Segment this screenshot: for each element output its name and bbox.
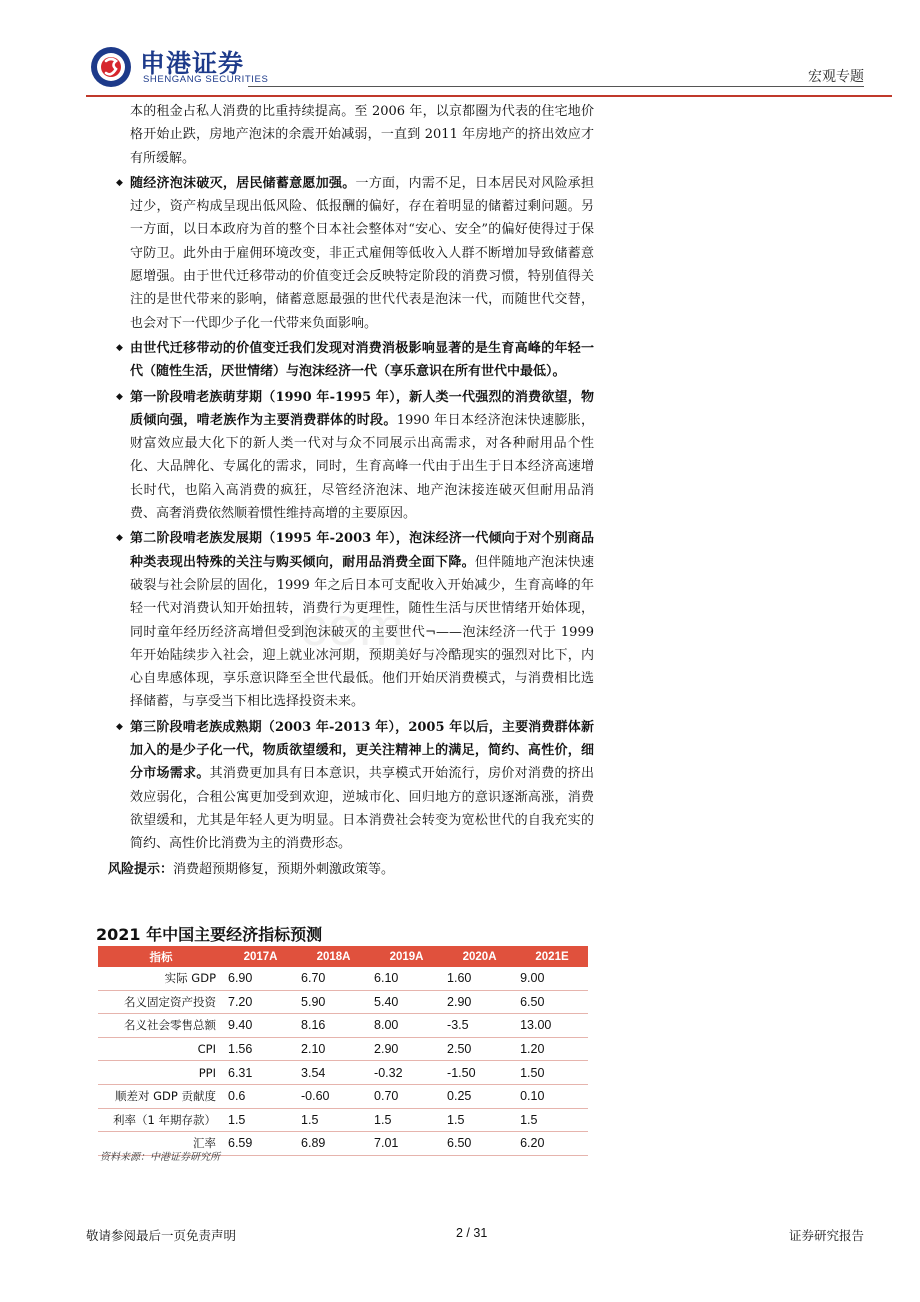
bullet-lead: 随经济泡沫破灭，居民储蓄意愿加强。 [130,175,356,191]
table-cell: 9.00 [516,967,588,990]
table-cell: 1.5 [370,1108,443,1132]
report-body [108,100,594,881]
table-cell: 6.31 [224,1061,297,1085]
bullet-lead: 第二阶段啃老族发展期（1995 年-2003 年），泡沫经济一代倾向于对个别商品种类表现出特殊的关注与购买倾向，耐用品消费全面下降。 [130,531,594,570]
disclaimer-note: 敬请参阅最后一页免责声明 [86,1228,237,1243]
table-row [98,1108,588,1132]
intro-paragraph: 本的租金占私人消费的比重持续提高。至 2006 年，以京都圈为代表的住宅地价格开始止跌，房地产泡沫的余震开始减弱，一直到 2011 年房地产的挤出效应才有所缓解。 [130,104,594,166]
table-row [98,1037,588,1061]
table-cell: 0.10 [516,1084,588,1108]
table-row [98,1014,588,1038]
diamond-bullet-icon: ◆ [116,391,123,402]
table-cell: 2.50 [443,1037,516,1061]
table-cell: 0.25 [443,1084,516,1108]
table-cell: 1.20 [516,1037,588,1061]
diamond-bullet-icon: ◆ [116,721,123,732]
diamond-bullet-icon: ◆ [116,342,123,353]
bullet-text: 其消费更加具有日本意识，共享模式开始流行，房价对消费的挤出效应弱化，合租公寓更加受到欢迎，逆城市化、回归地方的意识逐渐高涨，消费欲望缓和，尤其是年轻人更为明显。日本消费社会转变为宽松世代的自我充实的简约、高性价比消费为主的消费形态。 [130,766,594,852]
table-cell: 6.50 [516,990,588,1014]
column-header: 2018A [297,946,370,967]
row-label: 利率（1 年期存款） [98,1108,224,1132]
table-cell: 6.50 [443,1132,516,1156]
bullet-savings [108,172,594,335]
table-cell: 1.5 [516,1108,588,1132]
shengang-logo-icon [90,46,132,88]
column-header: 2021E [516,946,588,967]
column-header: 2017A [224,946,297,967]
table-cell: 6.90 [224,967,297,990]
table-cell: 0.70 [370,1084,443,1108]
table-cell: 8.00 [370,1014,443,1038]
column-header: 2019A [370,946,443,967]
table-cell: 1.56 [224,1037,297,1061]
bullet-stage-one [108,386,594,526]
bullet-text: 1990 年日本经济泡沫快速膨胀，财富效应最大化下的新人类一代对与众不同展示出高需求，对各种耐用品个性化、大品牌化、专属化的需求，同时，生育高峰一代由于出生于日本经济高速增长时代，也陷入高消费的疯狂，尽管经济泡沫、地产泡沫接连破灭但耐用品消费、高奢消费依然顺着惯性维持高增的主要原因。 [130,412,594,522]
indicator-table [98,946,588,1156]
header-accent-line [86,95,892,97]
bullet-text: 但伴随地产泡沫快速破裂与社会阶层的固化，1999 年之后日本可支配收入开始减少，生育高峰的年轻一代对消费认知开始扭转，消费行为更理性，随性生活与厌世情绪开始体现，同时童年经历经济高增但受到泡沫破灭的主要世代¬——泡沫经济一代于 1999 年开始陆续步入社会，迎上就业冰河期，预期美好与冷酷现实的强烈对比下，内心自卑感体现，享乐意识降至全世代最低。他们开始厌消费模式，与消费相比选择储蓄，与享受当下相比选择投资未来。 [130,554,594,710]
table-cell: 6.89 [297,1132,370,1156]
table-row [98,967,588,990]
row-label: PPI [98,1061,224,1085]
table-cell: 7.01 [370,1132,443,1156]
table-cell: 6.10 [370,967,443,990]
bullet-stage-three [108,716,594,856]
diamond-bullet-icon: ◆ [116,177,123,188]
table-cell: 1.5 [443,1108,516,1132]
bullet-text: 一方面，内需不足，日本居民对风险承担过少，资产构成呈现出低风险、低报酬的偏好，存在着明显的储蓄过剩问题。另一方面，以日本政府为首的整个日本社会整体对“安心、安全”的偏好使得过于保守防卫。此外由于雇佣环境改变，非正式雇佣等低收入人群不断增加导致储蓄意愿增强。由于世代迁移带动的价值变迁会反映特定阶段的消费习惯，特别值得关注的是世代带来的影响，储蓄意愿最强的世代代表是泡沫一代，而随世代交替，也会对下一代即少子化一代带来负面影响。 [130,175,594,331]
table-cell: 7.20 [224,990,297,1014]
page-number: 2 / 31 [456,1226,488,1240]
logo-text-en: SHENGANG SECURITIES [143,74,269,85]
report-type: 证券研究报告 [788,1228,864,1243]
header-divider [248,86,864,87]
table-cell: -3.5 [443,1014,516,1038]
table-cell: 2.90 [370,1037,443,1061]
diamond-bullet-icon: ◆ [116,533,123,544]
table-cell: 3.54 [297,1061,370,1085]
bullet-lead: 第一阶段啃老族萌芽期（1990 年-1995 年），新人类一代强烈的消费欲望，物质倾向强，啃老族作为主要消费群体的时段。 [130,389,594,428]
table-row [98,1061,588,1085]
table-cell: 1.60 [443,967,516,990]
risk-label: 风险提示： [108,861,174,877]
row-label: 顺差对 GDP 贡献度 [98,1084,224,1108]
risk-text: 消费超预期修复，预期外刺激政策等。 [173,861,395,877]
bullet-lead: 由世代迁移带动的价值变迁我们发现对消费消极影响显著的是生育高峰的年轻一代（随性生活，厌世情绪）与泡沫经济一代（享乐意识在所有世代中最低）。 [130,340,594,380]
table-cell: 1.50 [516,1061,588,1085]
section-label: 宏观专题 [808,69,864,85]
table-cell: 5.90 [297,990,370,1014]
risk-note [108,858,594,881]
table-cell: 9.40 [224,1014,297,1038]
bullet-lead: 第三阶段啃老族成熟期（2003 年-2013 年），2005 年以后，主要消费群体新加入的是少子化一代，物质欲望缓和，更关注精神上的满足，简约、高性价，细分市场需求。 [130,719,594,782]
table-cell: 2.90 [443,990,516,1014]
page-header [0,0,920,100]
row-label: 名义社会零售总额 [98,1014,224,1038]
table-cell: 5.40 [370,990,443,1014]
table-cell: 13.00 [516,1014,588,1038]
table-source: 资料来源：中港证券研究所 [100,1152,220,1163]
row-label: 实际 GDP [98,967,224,990]
table-cell: 1.5 [297,1108,370,1132]
table-cell: -0.32 [370,1061,443,1085]
row-label: CPI [98,1037,224,1061]
row-label: 汇率 [98,1132,224,1156]
table-row [98,1084,588,1108]
bullet-stage-two [108,527,594,713]
table-cell: 6.59 [224,1132,297,1156]
table-cell: 6.20 [516,1132,588,1156]
watermark: com [300,597,406,657]
row-label: 名义固定资产投资 [98,990,224,1014]
table-cell: 8.16 [297,1014,370,1038]
column-header: 指标 [98,946,224,967]
table-cell: 0.6 [224,1084,297,1108]
logo-text-cn: 申港证券 [140,49,245,78]
table-row [98,990,588,1014]
bullet-generations [108,337,594,384]
table-cell: 6.70 [297,967,370,990]
column-header: 2020A [443,946,516,967]
table-cell: 1.5 [224,1108,297,1132]
table-header-row [98,946,588,967]
table-cell: 2.10 [297,1037,370,1061]
table-cell: -0.60 [297,1084,370,1108]
table-cell: -1.50 [443,1061,516,1085]
table-title: 2021 年中国主要经济指标预测 [96,925,323,944]
